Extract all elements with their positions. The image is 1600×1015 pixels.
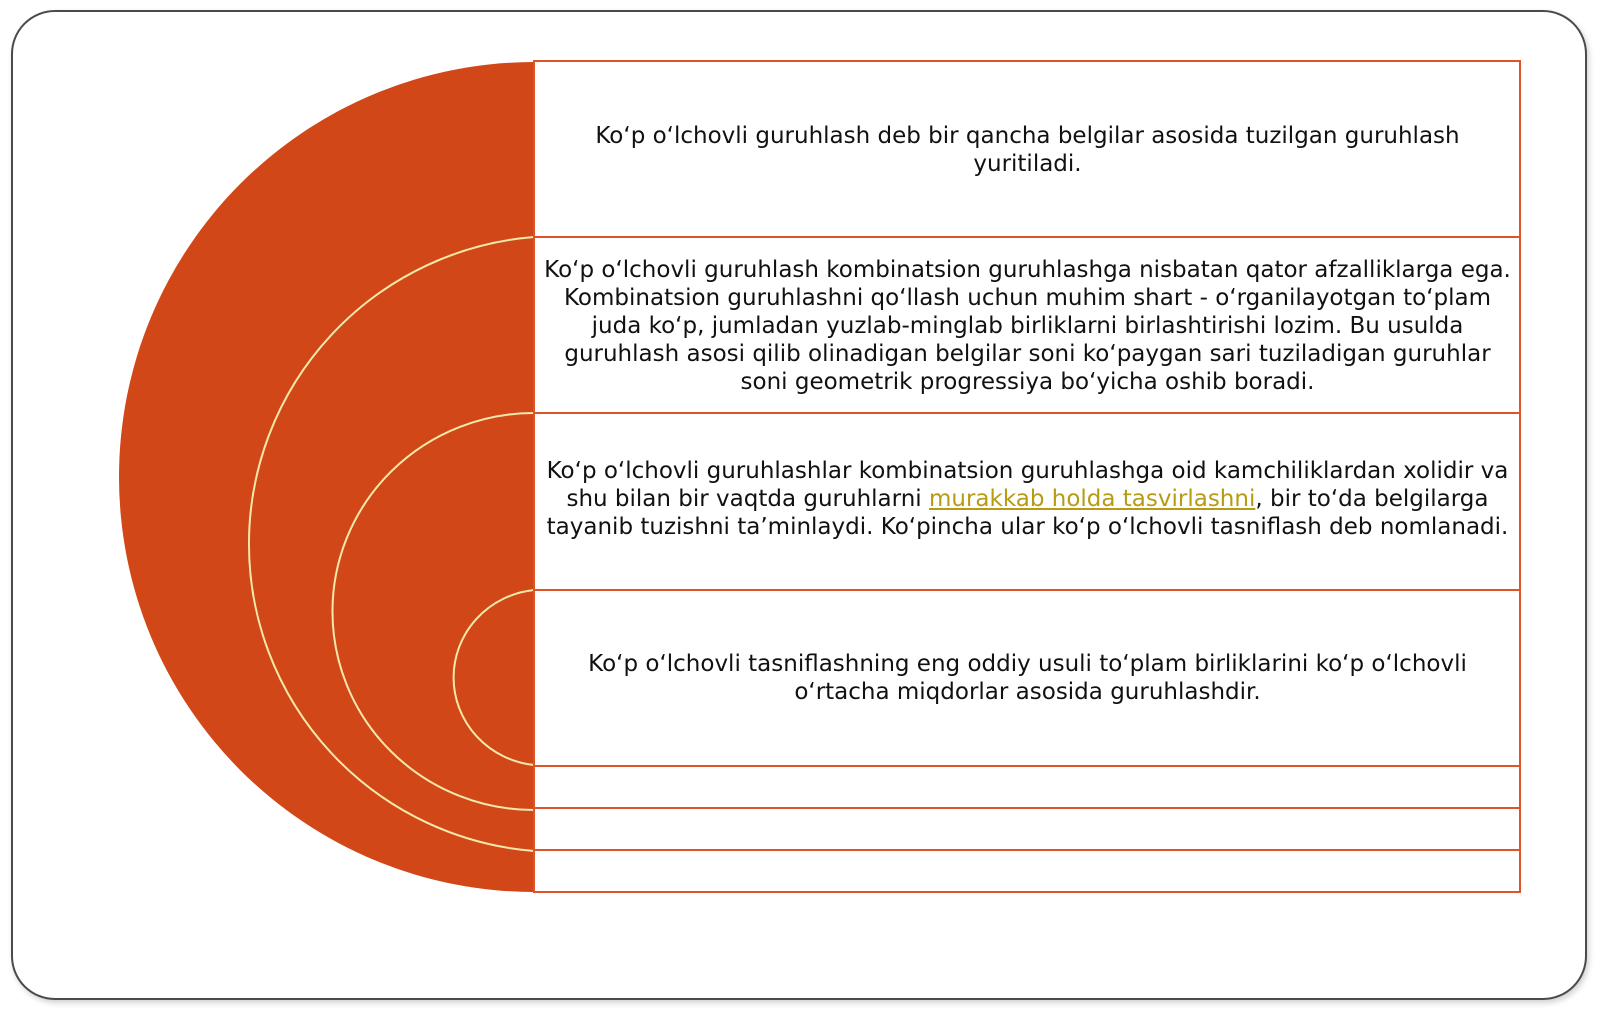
item-4-text: Ko‘p o‘lchovli tasniflashning eng oddiy usuli to‘plam birliklarini ko‘p o‘lchovli o‘rtacha miqdorlar asosida guruhlashdir. [588,651,1467,705]
item-3-paragraph [543,457,1512,541]
outer-arc-shape [119,62,534,892]
item-3-text-before: Ko‘p o‘lchovli guruhlashlar kombinatsion guruhlashga oid kamchiliklardan xolidir va shu bilan bir vaqtda guruhlarni [546,458,1509,512]
item-4 [535,591,1520,765]
item-1 [535,62,1520,237]
strip-2 [534,808,1520,850]
item-3-link[interactable]: murakkab holda tasvirlashni [928,486,1256,512]
strip-3 [534,850,1520,892]
item-3-text-after: , bir to‘da belgilarga tayanib tuzishni ta’minlaydi. Ko‘pincha ular ko‘p o‘lchovli tasniflash deb nomlanadi. [546,486,1509,540]
strip-1 [534,766,1520,808]
item-2 [535,238,1520,413]
item-3 [535,414,1520,584]
item-2-text: Ko‘p o‘lchovli guruhlash kombinatsion guruhlashga nisbatan qator afzalliklarga ega. Kombinatsion guruhlashni qo‘llash uchun muhim shart - o‘rganilayotgan to‘plam juda ko‘p, jumladan yuzlab-minglab birliklarni birlashtirishi lozim. Bu usulda guruhlash asosi qilib olinadigan belgilar soni ko‘paygan sari tuziladigan guruhlar soni geometrik progressiya bo‘yicha oshib boradi. [544,256,1511,395]
item-1-text: Ko‘p o‘lchovli guruhlash deb bir qancha belgilar asosida tuzilgan guruhlash yuritiladi. [595,122,1460,177]
